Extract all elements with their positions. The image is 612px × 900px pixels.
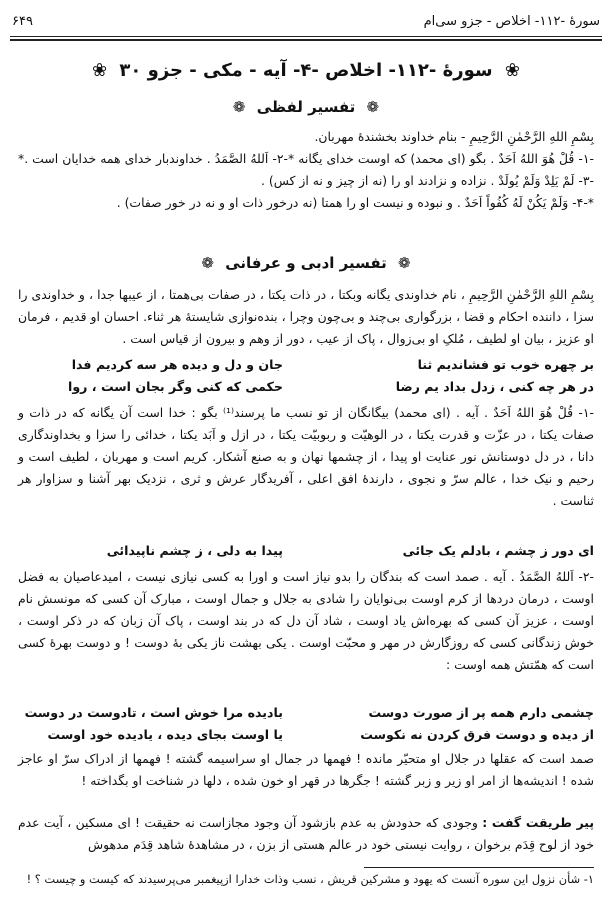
section-heading-literal-text: تفسیر لفظی: [256, 98, 356, 116]
poem-3: [18, 702, 594, 746]
poem-row: [18, 354, 594, 376]
hemistich: جان و دل و دیده هر سه کردیم فدا: [71, 357, 283, 372]
section-heading-mystical: [0, 254, 612, 272]
ornament-icon: ❁: [232, 98, 246, 116]
page-number: ۶۴۹: [12, 13, 33, 29]
literal-line: بِسْمِ اللهِ الرَّحْمٰنِ الرَّحِیمِ - بنام خداوند بخشندهٔ مهربان.: [314, 129, 594, 144]
ornament-icon: ❁: [366, 98, 380, 116]
poem-row: [18, 702, 594, 724]
paragraph-text: -۲- اَللهُ الصَّمَدُ . آیه . صمد است که بندگان را بدو نیاز است و اورا به کسی نیازی نیست ، امیدعاصیان به فضل اوست ، درمان دردها از کرم اوست بی‌نوایان را شادی به جلال و جمال اوست ، مبارک آن کسی که مونسش نام اوست ، عزیز آن کسی که بهره‌اش یاد اوست ، شاد آن دل که در بند اوست ، پاک آن زبان که در ذکر اوست ، خوش زندگانی کسی که روزگارش در مهر و محبّت اوست . یکی بهشت ناز یکی بهٔ دوست ! و دوست بهرهٔ کسی است که همّتش همه اوست :: [18, 569, 594, 672]
poem-1: [18, 354, 594, 398]
surah-title: [0, 60, 612, 81]
literal-line: *-۴- وَلَمْ یَکُنْ لَهُ کُفُواً اَحَدٌ . و نبوده و نیست او را همتا (نه درخور ذات او و نه در خور صفات) .: [116, 195, 594, 210]
section-heading-mystical-text: تفسیر ادبی و عرفانی: [225, 254, 387, 272]
hemistich: بادیده مرا خوش است ، تادوست در دوست: [24, 705, 283, 720]
paragraph-text: -۱- قُلْ هُوَ اللهُ اَحَدٌ . آیه . (ای محمد) بیگانگان از تو نسب ما پرسند⁽¹⁾ بگو : خدا است آن یگانه که در ذات و صفات یکتا ، در عزّت و قدرت یکتا ، در الوهیّت و ربوبیّت یکتا ، در ازل و اَبَد یکتا ، خدائی را سزا و بخداوندگاری دانا ، در دل دوستانش نور عنایت او پیدا ، از چشمها نهان و به صنع آشکار. کریم است و مهربان ، لطیف است و رحیم و نیک خدا ، عالم سرّ و نجوی ، دارندهٔ افق اعلی ، آفریدگار عرش و ثری ، نزدیک بهر آشنا و سزاوار هر ثناست .: [18, 405, 595, 508]
ornament-icon: ❁: [398, 254, 411, 272]
mystical-paragraph-2: [18, 402, 594, 512]
hemistich: بر چهره خوب تو فشاندیم ثنا: [417, 357, 594, 372]
hemistich: چشمی دارم همه پر از صورت دوست: [368, 705, 594, 720]
hemistich: ای دور ز چشم ، بادلم یک جائی: [402, 543, 594, 558]
section-heading-literal: [0, 98, 612, 116]
hemistich: در هر چه کنی ، زدل بداد یم رضا: [395, 379, 594, 394]
surah-title-text: سورهٔ -۱۱۲- اخلاص -۴- آیه - مکی - جزو ۳۰: [119, 60, 493, 81]
hemistich: حکمی که کنی وگر بجان است ، روا: [68, 379, 283, 394]
paragraph-text: [18, 812, 594, 856]
hemistich: پیدا به دلی ، ز چشم ناپیدائی: [106, 543, 283, 558]
running-title: سورهٔ -۱۱۲- اخلاص - جزو سی‌ام: [423, 13, 600, 29]
footnote: ۱- شأن نزول این سوره آنست که یهود و مشرکین قریش ، نسب وذات خدارا ازپیغمبر می‌پرسیدند که کیست و چیست ؟ !: [26, 872, 594, 886]
mystical-paragraph-5: [18, 812, 594, 856]
poem-row: [18, 724, 594, 746]
hemistich: یا اوست بجای دیده ، یادیده خود اوست: [47, 727, 283, 742]
literal-line: -۱- قُلْ هُوَ اللهُ اَحَدٌ . بگو (ای محمد) که اوست خدای یگانه *-۲- اَللهُ الصَّمَدُ . خداوندبار خدای همه خدایان است .* -۳- لَمْ یَلِدْ وَلَمْ یُولَدْ . نزاده و نزادند او را (نه از چیز و نه از کس) .: [18, 151, 594, 188]
poem-row: [18, 540, 594, 562]
header-rule: [10, 36, 602, 37]
poem-row: [18, 376, 594, 398]
ornament-icon: ❀: [92, 60, 108, 81]
mystical-paragraph-3: [18, 566, 594, 676]
ornament-icon: ❁: [201, 254, 214, 272]
mystical-paragraph-1: [18, 284, 594, 350]
paragraph-label: پیر طریقت گفت :: [482, 815, 594, 830]
paragraph-text: صمد است که عقلها در جلال او متحیّر مانده ! فهمها در جمال او سراسیمه گشته ! فهمها از ادراک سرّ او عاجز شده ! اندیشه‌ها از امر او زیر و زبر گشته ! جگرها در قهر او خون شده ، دلها در شناخت او بگداخته !: [18, 751, 594, 788]
literal-translation: [18, 126, 594, 214]
header-rule-thick: [10, 39, 602, 41]
hemistich: از دیده و دوست فرق کردن نه نکوست: [360, 727, 594, 742]
mystical-paragraph-4: [18, 748, 594, 792]
poem-2: [18, 540, 594, 562]
paragraph-body: وجودی که حدودش به عدم بازشود آن وجود مجازاست نه حقیقت ! ای مسکین ، آیت عدم خود از لوح قِدَم برخوان ، روایت نیستی خود در عالم هستی از بزن ، در مشاهدهٔ شاهد قِدَم مدهوش: [18, 815, 594, 852]
running-header: [12, 10, 600, 32]
paragraph-text: بِسْمِ اللهِ الرَّحْمٰنِ الرَّحِیمِ ، نام خداوندی یگانه وبکتا ، در ذات یکتا ، در صفات بی‌همتا ، از عیبها جدا ، و خداوندی را سزا ، داننده احکام و قضا ، بزرگواری بی‌چند و بی‌چون وچرا ، بنده‌نوازی شایستهٔ هر ثناء. احسان او قدیم ، فرمان او عزیز ، بیان او لطیف ، مُلکِ او بی‌زوال ، پاک از عیب ، دور از وهم و بیرون از قیاس است .: [18, 287, 594, 346]
footnote-rule: [364, 867, 594, 868]
ornament-icon: ❀: [504, 60, 520, 81]
